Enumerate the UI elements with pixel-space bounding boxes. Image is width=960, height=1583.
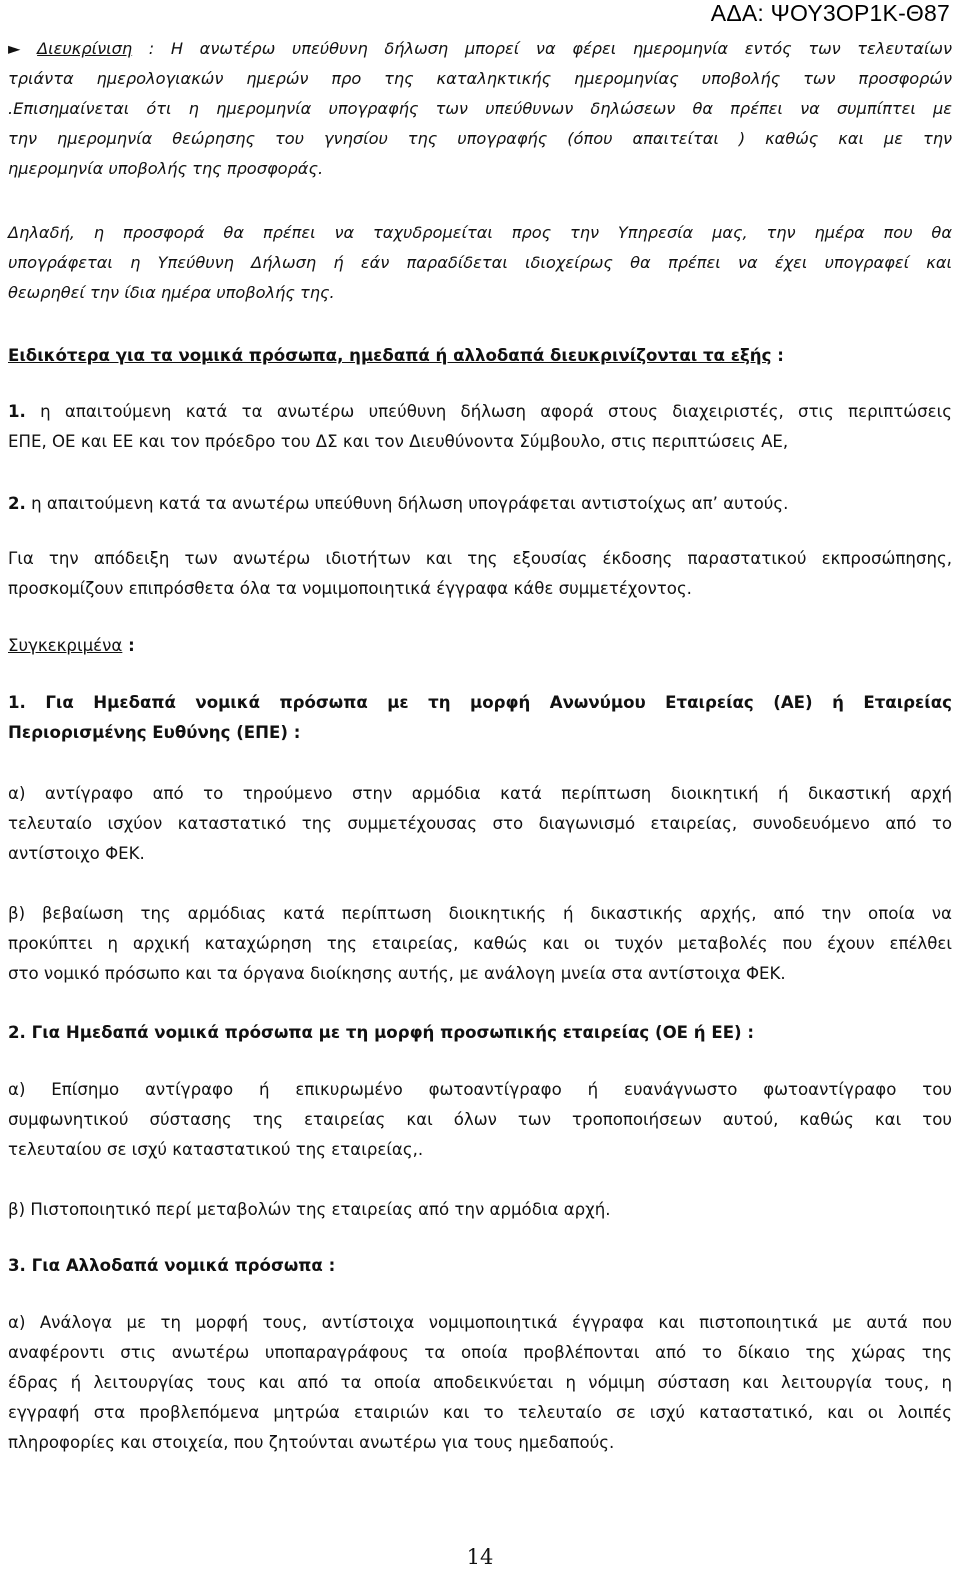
text-line: ημερομηνία υποβολής της προσφοράς. (8, 159, 324, 178)
text-line: τελευταίου σε ισχύ καταστατικού της εταιρείας,. (8, 1140, 424, 1159)
text-line: Δηλαδή, η προσφορά θα πρέπει να ταχυδρομείται προς την Υπηρεσία μας, την ημέρα που θα (8, 223, 952, 242)
explanation-paragraph (8, 218, 952, 308)
proof-paragraph (8, 544, 952, 604)
point-number: 1. (8, 402, 26, 421)
section-3-item-a (8, 1308, 952, 1458)
text-line: α) αντίγραφο από το τηρούμενο στην αρμόδια κατά περίπτωση διοικητική ή δικαστική αρχή (8, 784, 952, 803)
section-2-item-a (8, 1075, 952, 1165)
point-number: 2. (8, 494, 26, 513)
legal-entities-heading (8, 341, 952, 371)
text-line: τριάντα ημερολογιακών ημερών προ της καταληκτικής ημερομηνίας υποβολής των προσφορών (8, 69, 952, 88)
text-line: β) βεβαίωση της αρμόδιας κατά περίπτωση διοικητικής ή δικαστικής αρχής, από την οποία να (8, 904, 952, 923)
clarification-label: Διευκρίνιση (37, 39, 133, 58)
text-line: προσκομίζουν επιπρόσθετα όλα τα νομιμοποιητικά έγγραφα κάθε συμμετέχοντος. (8, 579, 692, 598)
specifically-text: Συγκεκριμένα (8, 636, 123, 655)
heading-text: Ειδικότερα για τα νομικά πρόσωπα, ημεδαπά ή αλλοδαπά διευκρινίζονται τα εξής (8, 346, 772, 365)
section-1-heading (8, 688, 952, 748)
section-1-item-b (8, 899, 952, 989)
specifically-label (8, 631, 952, 661)
text-line: έδρας ή λειτουργίας τους και από τα οποία αποδεικνύεται η νόμιμη σύσταση και λειτουργία τους, η (8, 1373, 952, 1392)
text-line: προκύπτει η αρχική καταχώρηση της εταιρείας, καθώς και οι τυχόν μεταβολές που έχουν επέλθει (8, 934, 952, 953)
heading-line: 1. Για Ημεδαπά νομικά πρόσωπα με τη μορφή Ανωνύμου Εταιρείας (ΑΕ) ή Εταιρείας (8, 693, 952, 712)
section-3-heading (8, 1251, 952, 1281)
text-line: συμφωνητικού σύστασης της εταιρείας και όλων των τροποποιήσεων αυτού, καθώς και του (8, 1110, 952, 1129)
clarification-paragraph (8, 34, 952, 184)
section-2-heading (8, 1018, 952, 1048)
point-2 (8, 489, 952, 519)
arrow-marker-icon: ► (8, 39, 21, 58)
section-1-item-a (8, 779, 952, 869)
text-line: η απαιτούμενη κατά τα ανωτέρω υπεύθυνη δήλωση υπογράφεται αντιστοίχως απ’ αυτούς. (25, 494, 789, 513)
text-line: αντίστοιχο ΦΕΚ. (8, 844, 145, 863)
text-line: ΕΠΕ, ΟΕ και ΕΕ και τον πρόεδρο του ΔΣ και τον Διευθύνοντα Σύμβουλο, στις περιπτώσεις ΑΕ, (8, 432, 789, 451)
text-line: αναφέροντι στις ανωτέρω υποπαραγράφους τα οποία προβλέπονται από το δίκαιο της χώρας της (8, 1343, 952, 1362)
text-line: : Η ανωτέρω υπεύθυνη δήλωση μπορεί να φέρει ημερομηνία εντός των τελευταίων (132, 39, 952, 58)
text-line: εγγραφή στα προβλεπόμενα μητρώα εταιριών και το τελευταίο σε ισχύ καταστατικό, και οι λοιπές (8, 1403, 952, 1422)
text-line: α) Επίσημο αντίγραφο ή επικυρωμένο φωτοαντίγραφο ή ευανάγνωστο φωτοαντίγραφο του (8, 1080, 952, 1099)
point-1 (8, 397, 952, 457)
specifically-suffix: : (122, 636, 135, 655)
text-line: Για την απόδειξη των ανωτέρω ιδιοτήτων και της εξουσίας έκδοσης παραστατικού εκπροσώπησης, (8, 549, 952, 568)
text-line: α) Ανάλογα με τη μορφή τους, αντίστοιχα νομιμοποιητικά έγγραφα και πιστοποιητικά με αυτά που (8, 1313, 952, 1332)
heading-suffix: : (771, 346, 784, 365)
heading-line: 3. Για Αλλοδαπά νομικά πρόσωπα : (8, 1256, 336, 1275)
text-line: β) Πιστοποιητικό περί μεταβολών της εταιρείας από την αρμόδια αρχή. (8, 1200, 611, 1219)
text-line: .Επισημαίνεται ότι η ημερομηνία υπογραφής των υπεύθυνων δηλώσεων θα πρέπει να συμπίπτει με (8, 99, 952, 118)
heading-line: Περιορισμένης Ευθύνης (ΕΠΕ) : (8, 723, 301, 742)
text-line: τελευταίο ισχύον καταστατικό της συμμετέχουσας στο διαγωνισμό εταιρείας, συνοδευόμενο από το (8, 814, 952, 833)
text-line: η απαιτούμενη κατά τα ανωτέρω υπεύθυνη δήλωση αφορά στους διαχειριστές, στις περιπτώσεις (25, 402, 952, 421)
ada-code: ΑΔΑ: ΨΟΥ3ΟΡ1Κ-Θ87 (710, 0, 950, 26)
heading-line: 2. Για Ημεδαπά νομικά πρόσωπα με τη μορφή προσωπικής εταιρείας (ΟΕ ή ΕΕ) : (8, 1023, 755, 1042)
text-line: την ημερομηνία θεώρησης του γνησίου της υπογραφής (όπου απαιτείται ) καθώς και με την (8, 129, 952, 148)
text-line: υπογράφεται η Υπεύθυνη Δήλωση ή εάν παραδίδεται ιδιοχείρως θα πρέπει να έχει υπογραφεί και (8, 253, 952, 272)
text-line: στο νομικό πρόσωπο και τα όργανα διοίκησης αυτής, με ανάλογη μνεία στα αντίστοιχα ΦΕΚ. (8, 964, 786, 983)
section-2-item-b (8, 1195, 952, 1225)
text-line: πληροφορίες και στοιχεία, που ζητούνται ανωτέρω για τους ημεδαπούς. (8, 1433, 615, 1452)
page-number: 14 (466, 1545, 494, 1569)
text-line: θεωρηθεί την ίδια ημέρα υποβολής της. (8, 283, 335, 302)
